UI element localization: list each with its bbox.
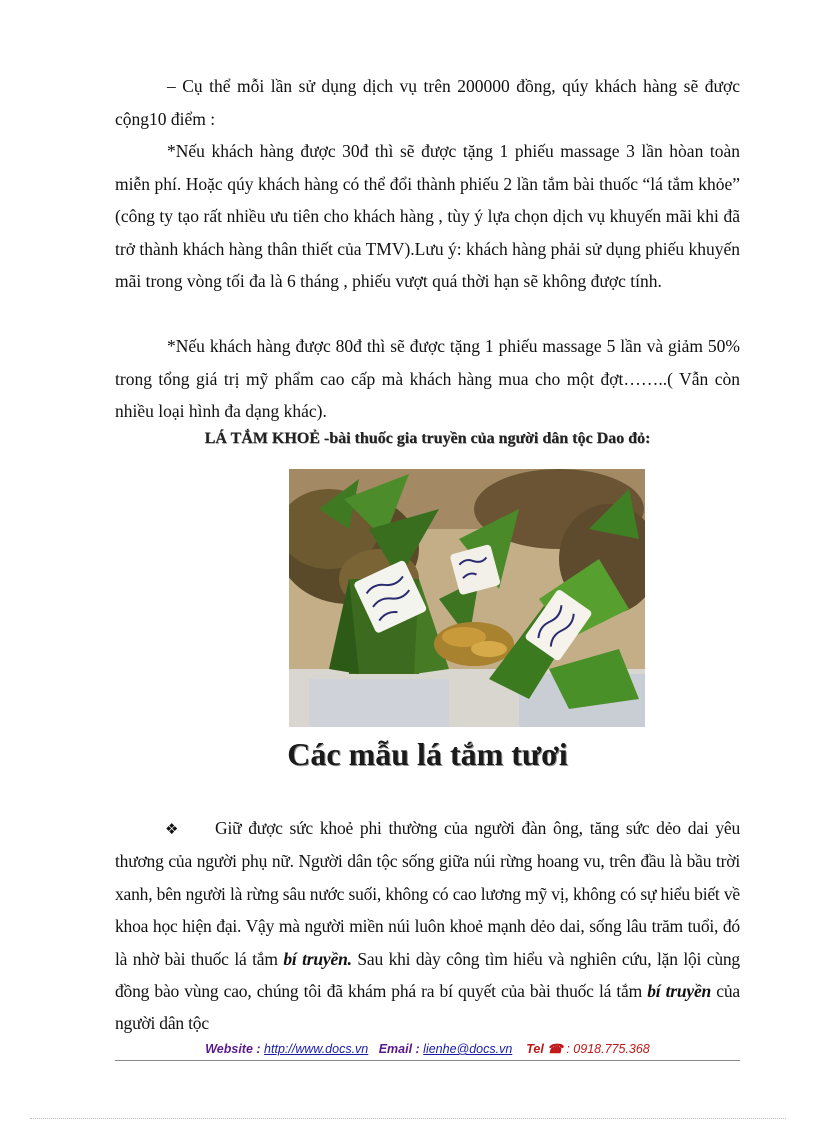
footer-divider xyxy=(115,1060,740,1061)
leaf-bundles-photo xyxy=(289,469,645,727)
diamond-bullet-icon: ❖ xyxy=(165,820,179,838)
bullet-text-part-2: Sau khi dày công tìm hiểu và nghiên cứu, lặn lội cùng đồng bào vùng cao, chúng tôi đã khám phá ra bí quyết của bài thuốc lá tắm xyxy=(115,948,740,1002)
bullet-text-part-1: Giữ được sức khoẻ phi thường của người đàn ông, tăng sức dẻo dai yêu thương của người phụ nữ. Người dân tộc sống giữa núi rừng hoang vu, trên đầu là bầu trời xanh, bên người là rừng sâu nước suối, không có cao lương mỹ vị, không có sự hiểu biết về khoa học hiện đại. Vậy mà người miền núi luôn khoẻ mạnh dẻo dai, sống lâu trăm tuổi, đó là nhờ bài thuốc lá tắm xyxy=(115,818,740,969)
paragraph-30-points: *Nếu khách hàng được 30đ thì sẽ được tặng 1 phiếu massage 3 lần hòan toàn miễn phí. Hoặc qúy khách hàng có thể đổi thành phiếu 2 lần tắm bài thuốc “lá tắm khỏe” (công ty tạo rất nhiều ưu tiên cho khách hàng , tùy ý lựa chọn dịch vụ khuyến mãi khi đã trở thành khách hàng thân thiết của TMV).Lưu ý: khách hàng phải sử dụng phiếu khuyến mãi trong vòng tối đa là 6 tháng , phiếu vượt quá thời hạn sẽ không được tính. xyxy=(115,141,740,292)
footer-email-link[interactable]: lienhe@docs.vn xyxy=(423,1042,513,1056)
footer-website-label: Website : xyxy=(205,1042,261,1056)
footer-tel-label: Tel ☎ xyxy=(526,1042,563,1056)
bullet-text-part-3: của người dân tộc xyxy=(115,981,740,1034)
page-bottom-dotted-line xyxy=(30,1118,786,1119)
bullet-paragraph xyxy=(115,812,740,1040)
paragraph-80-points: *Nếu khách hàng được 80đ thì sẽ được tặng 1 phiếu massage 5 lần và giảm 50% trong tổng giá trị mỹ phẩm cao cấp mà khách hàng mua cho một đợt……..( Vẫn còn nhiều loại hình đa dạng khác). xyxy=(115,336,740,422)
footer-website-link[interactable]: http://www.docs.vn xyxy=(264,1042,369,1056)
photo-caption: Các mẫu lá tắm tươi xyxy=(287,736,568,772)
section-heading: LÁ TẮM KHOẺ -bài thuốc gia truyền của người dân tộc Dao đỏ: xyxy=(204,430,651,447)
footer-email-label: Email xyxy=(378,1042,413,1056)
footer-email-separator: : xyxy=(412,1042,420,1056)
paragraph-points-rule: – Cụ thể mỗi lần sử dụng dịch vụ trên 200000 đồng, qúy khách hàng sẽ được cộng10 điểm : xyxy=(115,76,740,129)
page-footer xyxy=(115,1041,740,1056)
emphasis-bi-truyen-2: bí truyền xyxy=(647,981,712,1002)
emphasis-bi-truyen-1: bí truyền. xyxy=(283,948,352,969)
footer-tel-number: : 0918.775.368 xyxy=(566,1042,650,1056)
